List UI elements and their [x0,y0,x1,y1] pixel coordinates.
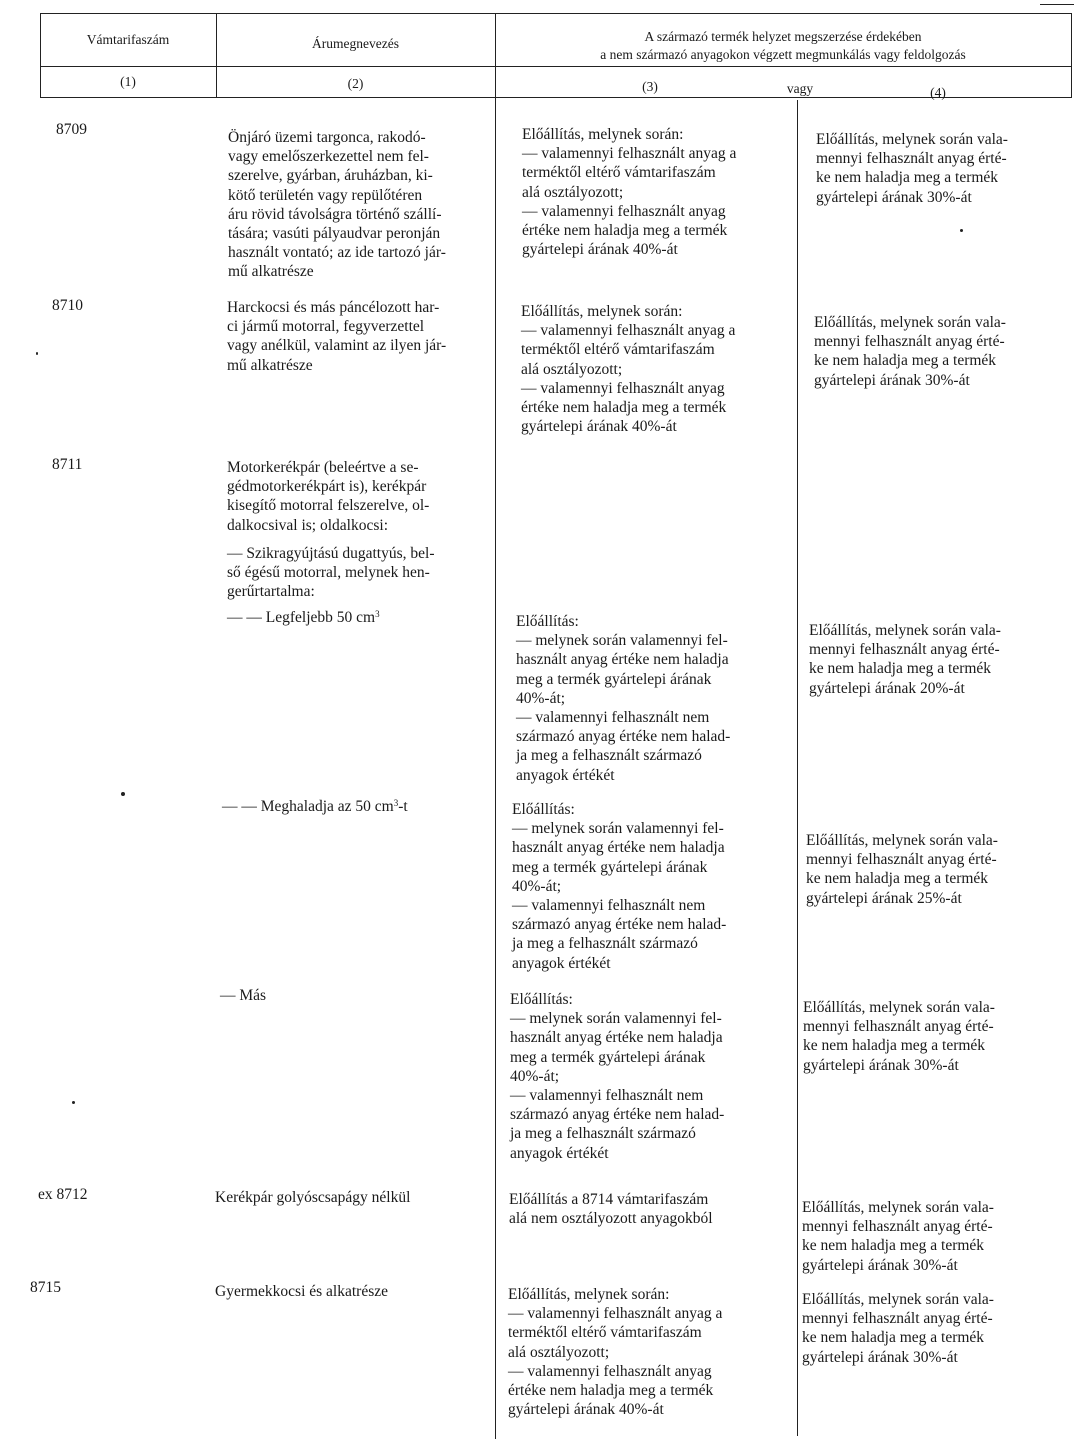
text-line: Előállítás, melynek során vala- [803,999,995,1016]
tariff-code: 8710 [52,297,83,314]
text-line: ke nem haladja meg a termék [806,870,989,888]
table-top-rule [40,13,1072,14]
text-line: Előállítás, melynek során: [522,126,684,143]
text-line: Kerékpár golyóscsapágy nélkül [215,1189,411,1206]
text-line: mű alkatrésze [228,263,314,281]
processing-rule-col3 [509,1190,784,1228]
text-line: Előállítás: [516,613,579,630]
text-line: Előállítás, melynek során: [508,1286,670,1303]
goods-description [228,128,483,282]
text-line: használt anyag értéke nem haladja [510,1029,723,1047]
column-number-1: (1) [120,74,136,89]
text-line: Előállítás, melynek során vala- [806,832,998,849]
scan-speck [36,352,38,355]
text-line: meg a termék gyártelepi árának [512,858,708,876]
header-col34-line1: A származó termék helyzet megszerzése érdekében [644,29,922,44]
text-line: meg a termék gyártelepi árának [510,1048,706,1066]
text-line: — melynek során valamennyi fel- [510,1010,722,1028]
text-line: 40%-át; [510,1067,560,1085]
processing-rule-col3 [521,302,784,436]
processing-rule-col3 [508,1285,770,1419]
text-line: Motorkerékpár (beleértve a se- [227,459,419,476]
subheading-other: — Más [220,987,267,1004]
text-line: ke nem haladja meg a termék [814,352,997,370]
text-line: mennyi felhasznált anyag érté- [802,1218,993,1236]
text-line: 40%-át; [512,877,562,895]
text-line: értéke nem haladja meg a termék [521,399,727,417]
processing-rule-col4 [809,621,1056,698]
text-line: alá osztályozott; [521,360,623,378]
scan-speck [960,229,963,232]
text-line: gyártelepi árának 30%-át [816,188,972,206]
text-line: — valamennyi felhasznált anyag [522,202,726,220]
text-line: Önjáró üzemi targonca, rakodó- [228,129,426,146]
processing-rule-col4 [803,998,1056,1075]
text-line: — melynek során valamennyi fel- [516,632,728,650]
text-line: Gyermekkocsi és alkatrésze [215,1283,389,1300]
text-line: alá nem osztályozott anyagokból [509,1210,713,1228]
processing-rule-col4 [802,1290,1056,1367]
text-line: terméktől eltérő vámtarifaszám [522,164,716,182]
text-line: ke nem haladja meg a termék [802,1237,985,1255]
text-line: mennyi felhasznált anyag érté- [802,1310,993,1328]
text-line: értéke nem haladja meg a termék [508,1382,714,1400]
text-line: értéke nem haladja meg a termék [522,222,728,240]
subheading-up-to-50cm3: — — Legfeljebb 50 $cm^3$ [227,609,380,626]
tariff-code: 8709 [56,121,87,138]
text-line: 40%-át; [516,689,566,707]
text-line: alá osztályozott; [508,1343,610,1361]
processing-rule-col3 [516,612,784,785]
text-line: Előállítás, melynek során vala- [814,314,1006,331]
text-line: terméktől eltérő vámtarifaszám [508,1324,702,1342]
processing-rule-col3 [512,800,784,973]
text-line: — melynek során valamennyi fel- [512,820,724,838]
header-col34-line2: a nem származó anyagokon végzett megmunkálás vagy feldolgozás [600,47,966,62]
processing-rule-col3 [522,125,785,259]
text-line: gyártelepi árának 30%-át [802,1348,958,1366]
text-line: használt anyag értéke nem haladja [512,839,725,857]
text-line: gyártelepi árának 40%-át [508,1401,664,1419]
text-line: gerűrtartalma: [227,583,315,601]
text-line: — valamennyi felhasznált nem [512,897,706,915]
processing-rule-col4 [806,831,1056,908]
text-line: Előállítás, melynek során vala- [809,622,1001,639]
tariff-code: 8711 [52,456,83,473]
text-line: mű alkatrésze [227,356,313,374]
text-line: Előállítás, melynek során: [521,303,683,320]
scan-speck [121,792,125,796]
text-line: — valamennyi felhasznált anyag [508,1362,712,1380]
subheading-over-50cm3: — — Meghaladja az 50 $cm^3-t$ [222,798,408,815]
goods-description [215,1188,483,1207]
text-line: kötő területén vagy repülőtéren [228,186,423,204]
table-right-rule [1071,13,1072,97]
text-line: mennyi felhasznált anyag érté- [816,150,1007,168]
text-line: Harckocsi és más páncélozott har- [227,299,440,316]
text-line: ke nem haladja meg a termék [802,1329,985,1347]
text-line: ci jármű motorral, fegyverzettel [227,318,425,336]
text-line: származó anyag értéke nem halad- [512,916,727,934]
processing-rule-col4 [802,1198,1056,1275]
header-col2: Árumegnevezés [312,36,399,51]
header-divider-rule [40,66,1072,67]
goods-description [227,458,483,535]
text-line: Előállítás, melynek során vala- [816,131,1008,148]
text-line: gyártelepi árának 30%-át [814,371,970,389]
text-line: ja meg a felhasznált származó [512,935,698,953]
text-line: Előállítás: [512,801,575,818]
text-line: — valamennyi felhasznált anyag a [508,1305,723,1323]
text-line: szerelve, gyárban, áruházban, ki- [228,167,433,185]
goods-description [227,298,483,375]
column-number-3: (3) [642,79,658,94]
text-line: — Szikragyújtású dugattyús, bel- [227,545,435,562]
text-line: gyártelepi árának 40%-át [521,418,677,436]
text-line: Előállítás, melynek során vala- [802,1199,994,1216]
text-line: használt vontató; az ide tartozó jár- [228,244,446,262]
text-line: anyagok értékét [512,954,611,972]
goods-description [215,1282,483,1301]
text-line: anyagok értékét [516,766,615,784]
text-line: meg a termék gyártelepi árának [516,670,712,688]
text-line: — valamennyi felhasznált nem [510,1087,704,1105]
text-line: Előállítás, melynek során vala- [802,1291,994,1308]
vagy-label: vagy [786,81,814,96]
text-line: mennyi felhasznált anyag érté- [806,851,997,869]
text-line: — valamennyi felhasznált anyag [521,379,725,397]
text-line: ső égésű motorral, melynek hen- [227,564,430,582]
top-right-rule [1040,4,1074,5]
text-line: áru rövid távolságra történő szállí- [228,205,442,223]
processing-rule-col4 [816,130,1056,207]
text-line: gyártelepi árának 30%-át [803,1056,959,1074]
processing-rule-col4 [814,313,1056,390]
column-number-4: (4) [930,85,946,100]
text-line: tására; vasúti pályaudvar peronján [228,225,441,243]
text-line: vagy emelőszerkezettel nem fel- [228,148,429,166]
text-line: dalkocsival is; oldalkocsi: [227,516,389,534]
text-line: származó anyag értéke nem halad- [510,1106,725,1124]
column-number-2: (2) [347,76,364,91]
text-line: ja meg a felhasznált származó [516,747,702,765]
text-line: kisegítő motorral felszerelve, ol- [227,497,430,515]
text-line: Előállítás a 8714 vámtarifaszám [509,1191,709,1208]
text-line: gédmotorkerékpárt is), kerékpár [227,478,427,496]
text-line: gyártelepi árának 40%-át [522,241,678,259]
text-line: gyártelepi árának 30%-át [802,1256,958,1274]
text-line: vagy anélkül, valamint az ilyen jár- [227,337,447,355]
text-line: terméktől eltérő vámtarifaszám [521,341,715,359]
text-line: Előállítás: [510,991,573,1008]
text-line: ke nem haladja meg a termék [809,660,992,678]
header-col1: Vámtarifaszám [86,32,170,47]
text-line: — valamennyi felhasznált anyag a [522,145,737,163]
text-line: ke nem haladja meg a termék [816,169,999,187]
text-line: ke nem haladja meg a termék [803,1037,986,1055]
text-line: ja meg a felhasznált származó [510,1125,696,1143]
text-line: használt anyag értéke nem haladja [516,651,729,669]
text-line: származó anyag értéke nem halad- [516,728,731,746]
tariff-code: 8715 [30,1279,61,1296]
text-line: mennyi felhasznált anyag érté- [809,641,1000,659]
text-line: mennyi felhasznált anyag érté- [803,1018,994,1036]
subheading-intro [227,544,483,602]
text-line: alá osztályozott; [522,183,624,201]
text-line: gyártelepi árának 20%-át [809,679,965,697]
text-line: gyártelepi árának 25%-át [806,889,962,907]
scan-speck [72,1101,75,1104]
text-line: anyagok értékét [510,1144,609,1162]
text-line: — valamennyi felhasznált nem [516,709,710,727]
col3-col4-rule [797,100,798,1436]
processing-rule-col3 [510,990,782,1163]
tariff-code: ex 8712 [38,1186,88,1203]
text-line: mennyi felhasznált anyag érté- [814,333,1005,351]
text-line: — valamennyi felhasznált anyag a [521,322,736,340]
col2-col3-rule [495,13,496,1439]
